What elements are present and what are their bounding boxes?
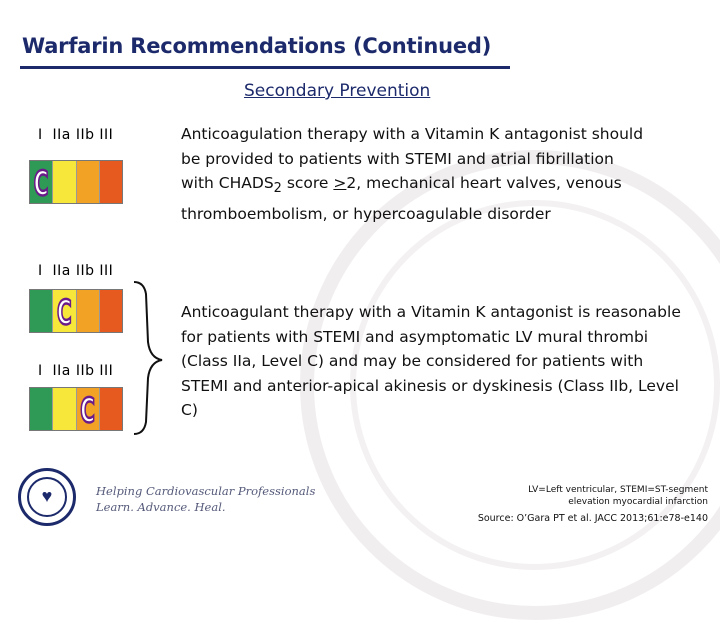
rec1-geq-symbol: > (333, 174, 347, 192)
seg-class-IIa (53, 161, 76, 203)
seg-class-IIb (77, 161, 100, 203)
recommendation-bracket (128, 278, 176, 438)
rec1-text-b: score (281, 174, 334, 192)
seg-class-III (100, 388, 122, 430)
class-labels-3: I IIa IIb III (38, 363, 114, 379)
section-subtitle: Secondary Prevention (244, 81, 431, 101)
seg-class-IIb (77, 290, 100, 332)
source-citation: Source: O’Gara PT et al. JACC 2013;61:e78-e140 (477, 513, 708, 524)
title-underline (20, 66, 510, 69)
logo-tagline-2: Learn. Advance. Heal. (96, 500, 226, 514)
class-box-I (29, 160, 123, 204)
seg-class-III (100, 290, 122, 332)
recommendation-1 (181, 122, 651, 226)
seg-class-I (30, 161, 53, 203)
seg-class-IIa (53, 290, 76, 332)
recommendation-2 (181, 300, 686, 423)
seg-class-III (100, 161, 122, 203)
class-labels-2: I IIa IIb III (38, 263, 114, 279)
seg-class-IIa (53, 388, 76, 430)
seg-class-I (30, 290, 53, 332)
rec1-subscript: 2 (273, 181, 282, 197)
seg-class-I (30, 388, 53, 430)
abbr-line-1: LV=Left ventricular, STEMI=ST-segment (528, 485, 708, 495)
seg-class-IIb (77, 388, 100, 430)
rec1-text-a: Anticoagulation therapy with a Vitamin K antagonist should be provided to patients with STEMI and atrial fibrillation with CHADS (181, 125, 644, 192)
rec2-text: Anticoagulant therapy with a Vitamin K antagonist is reasonable for patients with STEMI and asymptomatic LV mural thrombi (Class IIa, Level C) and may be considered for patients with STEMI and anterior-apical akinesis or dyskinesis (Class IIb, Level C) (181, 303, 681, 419)
class-box-IIb (29, 387, 123, 431)
level-c-badge: C (57, 291, 72, 333)
slide-title: Warfarin Recommendations (Continued) (22, 34, 492, 58)
abbreviations-footnote (528, 484, 708, 508)
class-labels-1: I IIa IIb III (38, 127, 114, 143)
logo-tagline-1: Helping Cardiovascular Professionals (96, 484, 316, 498)
class-box-IIa (29, 289, 123, 333)
heart-icon: ♥ (41, 486, 53, 506)
level-c-badge: C (33, 162, 49, 204)
level-c-badge: C (80, 389, 95, 431)
rec1-text-c: 2, mechanical heart valves, venous thromboembolism, or hypercoagulable disorder (181, 174, 622, 223)
abbr-line-2: elevation myocardial infarction (568, 497, 708, 507)
college-seal-icon (18, 468, 76, 526)
